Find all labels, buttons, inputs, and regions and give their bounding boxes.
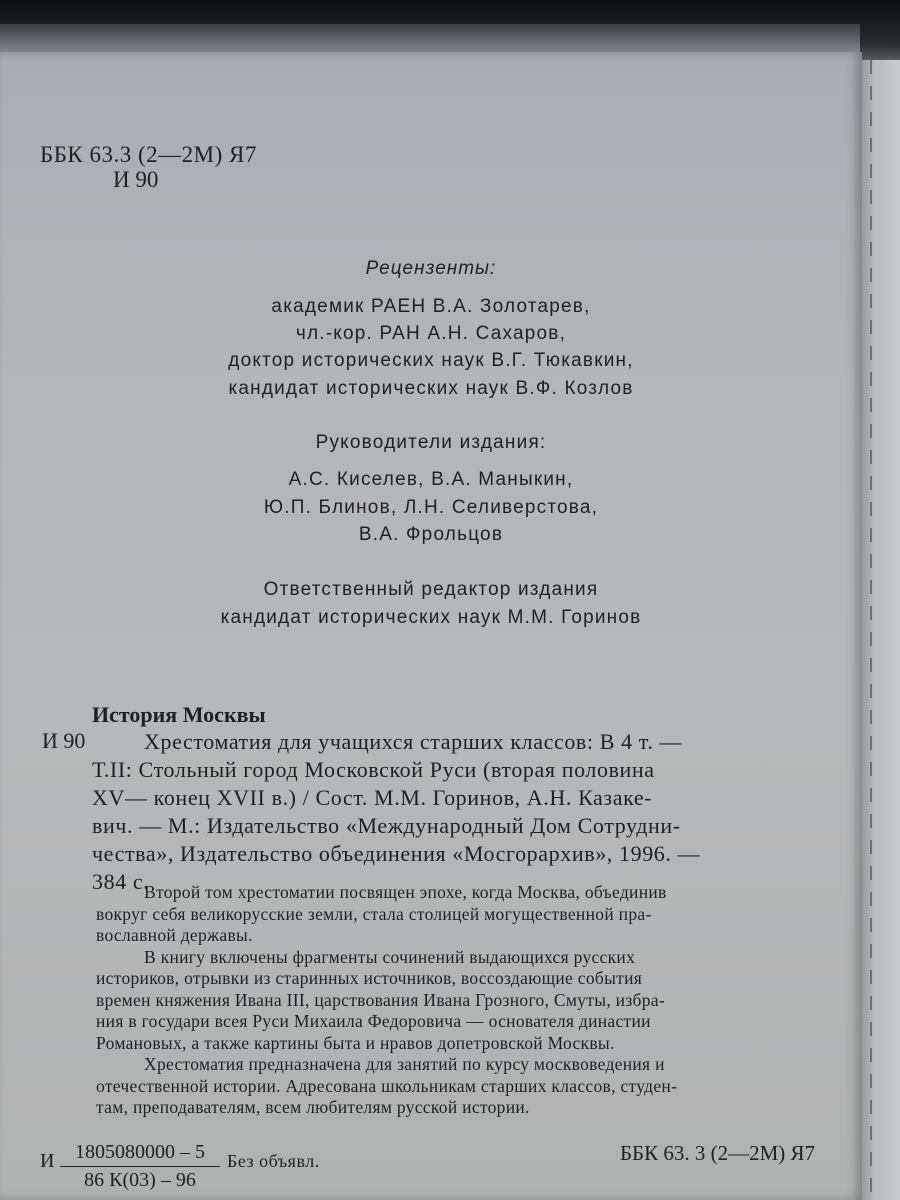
annotation-line: там, преподавателям, всем любителям русской истории. xyxy=(96,1097,530,1117)
reviewers-heading: Рецензенты: xyxy=(365,258,497,279)
annotation-line: историков, отрывки из старинных источников, воссоздающие события xyxy=(96,968,643,988)
reviewer-line: чл.-кор. РАН А.Н. Сахаров, xyxy=(295,323,567,344)
annotation-line: вокруг себя великорусские земли, стала столицей могущественной пра- xyxy=(96,903,652,924)
editor-line: В.А. Фрольцов xyxy=(358,524,504,545)
biblio-line: вич. — М.: Издательство «Международный Дом Сотрудни- xyxy=(92,813,681,838)
no-announcement-note: Без объявл. xyxy=(227,1151,320,1171)
footer-bbk-index: ББК 63. 3 (2—2М) Я7 xyxy=(620,1141,816,1165)
chief-editor-heading: Ответственный редактор издания xyxy=(263,579,599,600)
annotation-line: Романовых, а также картины быта и нравов допетровской Москвы. xyxy=(96,1032,615,1053)
annotation-paragraph xyxy=(96,882,836,947)
reviewer-line: кандидат исторических наук В.Ф. Козлов xyxy=(228,378,634,399)
annotation-line: вославной державы. xyxy=(96,925,253,945)
annotation-line: времен княжения Ивана III, царствования Ивана Грозного, Смуты, избра- xyxy=(96,989,665,1010)
footer-letter: И xyxy=(40,1150,55,1172)
annotation-line: ния в государи всея Руси Михаила Федоровича — основателя династии xyxy=(96,1011,651,1031)
biblio-line: Хрестоматия для учащихся старших классов: В 4 т. — xyxy=(144,729,683,754)
biblio-line: XV— конец XVII в.) / Сост. М.М. Горинов, А.Н. Казаке- xyxy=(92,785,653,810)
annotation-paragraph xyxy=(96,947,836,1055)
chief-editor-name: кандидат исторических наук М.М. Горинов xyxy=(220,607,642,628)
editor-line: А.С. Киселев, В.А. Маныкин, xyxy=(288,469,574,490)
biblio-line: 384 с. xyxy=(92,869,150,894)
book-title: История Москвы xyxy=(92,702,266,727)
fraction-denominator: 86 К(03) – 96 xyxy=(84,1169,196,1191)
author-mark: И 90 xyxy=(113,167,159,192)
annotation-line: отечественной истории. Адресована школьникам старших классов, студен- xyxy=(96,1075,678,1096)
reviewer-line: академик РАЕН В.А. Золотарев, xyxy=(271,296,591,317)
reviewer-line: доктор исторических наук В.Г. Тюкавкин, xyxy=(228,350,634,371)
annotation-paragraph xyxy=(96,1054,836,1119)
bibliographic-record xyxy=(92,728,832,896)
annotation-line: В книгу включены фрагменты сочинений выдающихся русских xyxy=(144,946,636,967)
annotation xyxy=(96,882,836,1119)
bbk-index: ББК 63.3 (2—2М) Я7 xyxy=(40,142,257,167)
biblio-line: Т.II: Стольный город Московской Руси (вторая половина xyxy=(92,757,655,782)
annotation-line: Хрестоматия предназначена для занятий по курсу москвоведения и xyxy=(144,1054,665,1074)
classification-fraction xyxy=(60,1140,220,1193)
editor-line: Ю.П. Блинов, Л.Н. Селиверстова, xyxy=(263,497,599,518)
editors-heading: Руководители издания: xyxy=(315,432,547,453)
fraction-numerator: 1805080000 – 5 xyxy=(60,1140,220,1167)
adjacent-page-edge xyxy=(858,60,900,1200)
annotation-line: Второй том хрестоматии посвящен эпохе, когда Москва, объединив xyxy=(144,882,667,902)
biblio-line: чества», Издательство объединения «Мосгорархив», 1996. — xyxy=(92,841,701,866)
biblio-author-mark: И 90 xyxy=(42,728,86,753)
